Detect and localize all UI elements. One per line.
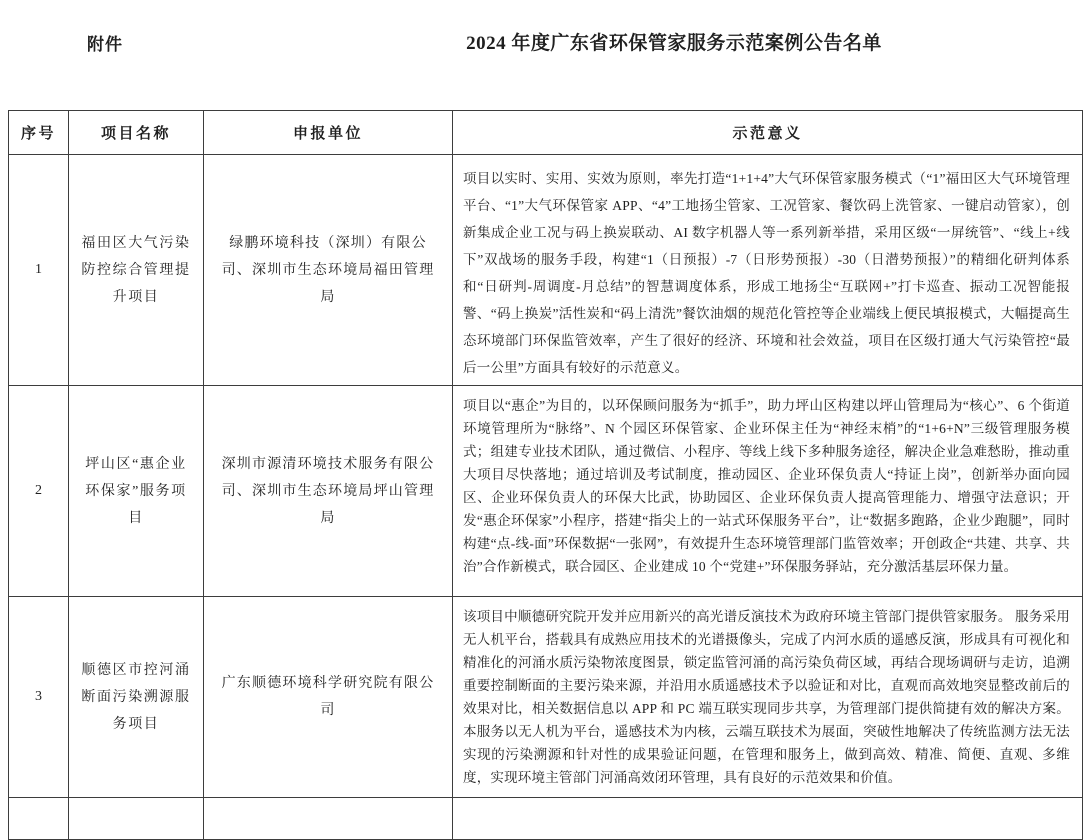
cases-table <box>8 110 1083 840</box>
row-number-cell: 1 <box>9 155 69 386</box>
table-row <box>9 597 1083 798</box>
column-header-serial-number: 序号 <box>9 111 69 155</box>
column-header-demonstration-significance: 示范意义 <box>453 111 1083 155</box>
column-header-project-name: 项目名称 <box>69 111 204 155</box>
table-header-row <box>9 111 1083 155</box>
page-title: 2024 年度广东省环保管家服务示范案例公告名单 <box>466 33 882 54</box>
table-row <box>9 386 1083 597</box>
row-number-cell <box>9 798 69 840</box>
project-name-cell: 坪山区“惠企业环保家”服务项目 <box>69 386 204 597</box>
applicant-cell: 广东顺德环境科学研究院有限公司 <box>204 597 453 798</box>
row-number-cell: 3 <box>9 597 69 798</box>
project-name-cell: 顺德区市控河涌断面污染溯源服务项目 <box>69 597 204 798</box>
significance-cell: 项目以“惠企”为目的，以环保顾问服务为“抓手”，助力坪山区构建以坪山管理局为“核心”、6 个街道环境管理所为“脉络”、N 个园区环保管家、企业环保主任为“神经末梢”的“1+6+N”三级管理服务模式；组建专业技术团队，通过微信、小程序、等线上线下多种服务途径，解决企业急难愁盼，推动重大项目尽快落地；通过培训及考试制度，推动园区、企业环保负责人“持证上岗”，创新举办面向园区、企业环保负责人的环保大比武，协助园区、企业环保负责人提高管理能力、增强守法意识；开发“惠企环保家”小程序，搭建“指尖上的一站式环保服务平台”，让“数据多跑路，企业少跑腿”，同时构建“点-线-面”环保数据“一张网”，有效提升生态环境管理部门监管效率；开创政企“共建、共享、共治”合作新模式，联合园区、企业建成 10 个“党建+”环保服务驿站，充分激活基层环保力量。 <box>453 386 1083 597</box>
project-name-cell: 福田区大气污染防控综合管理提升项目 <box>69 155 204 386</box>
significance-cell: 该项目中顺德研究院开发并应用新兴的高光谱反演技术为政府环境主管部门提供管家服务。 服务采用无人机平台，搭载具有成熟应用技术的光谱摄像头，完成了内河水质的遥感反演，形成具有可视化和精准化的河涌水质污染物浓度图景，锁定监管河涌的高污染负荷区域，再结合现场调研与走访，追溯重要控制断面的主要污染来源，并沿用水质遥感技术予以验证和对比，直观而高效地突显整改前后的效果对比，相关数据信息以 APP 和 PC 端互联实现同步共享，为管理部门提供简捷有效的解决方案。本服务以无人机为平台，遥感技术为内核，云端互联技术为展面，突破性地解决了传统监测方法无法实现的污染溯源和针对性的成果验证问题，在管理和服务上，做到高效、精准、简便、直观、多维度，实现环境主管部门河涌高效闭环管理，具有良好的示范效果和价值。 <box>453 597 1083 798</box>
table-row-partial <box>9 798 1083 840</box>
attachment-label: 附件 <box>87 35 123 54</box>
significance-cell: 项目以实时、实用、实效为原则，率先打造“1+1+4”大气环保管家服务模式（“1”福田区大气环境管理平台、“1”大气环保管家 APP、“4”工地扬尘管家、工况管家、餐饮码上洗管家、一键启动管家），创新集成企业工况与码上换炭联动、AI 数字机器人等一系列新举措，采用区级“一屏统管”、“线上+线下”双战场的服务手段，构建“1（日预报）-7（日形势预报）-30（日潜势预报）”的精细化研判体系和“日研判-周调度-月总结”的智慧调度体系，形成工地扬尘“互联网+”打卡巡查、振动工况智能报警、“码上换炭”活性炭和“码上清洗”餐饮油烟的规范化管控等企业端线上便民填报模式，大幅提高生态环境部门环保监管效率，产生了很好的经济、环境和社会效益，项目在区级打通大气污染管控“最后一公里”方面具有较好的示范意义。 <box>453 155 1083 386</box>
row-number-cell: 2 <box>9 386 69 597</box>
applicant-cell: 绿鹏环境科技（深圳）有限公司、深圳市生态环境局福田管理局 <box>204 155 453 386</box>
table-row <box>9 155 1083 386</box>
applicant-cell <box>204 798 453 840</box>
project-name-cell <box>69 798 204 840</box>
column-header-applicant-unit: 申报单位 <box>204 111 453 155</box>
applicant-cell: 深圳市源清环境技术服务有限公司、深圳市生态环境局坪山管理局 <box>204 386 453 597</box>
significance-cell <box>453 798 1083 840</box>
